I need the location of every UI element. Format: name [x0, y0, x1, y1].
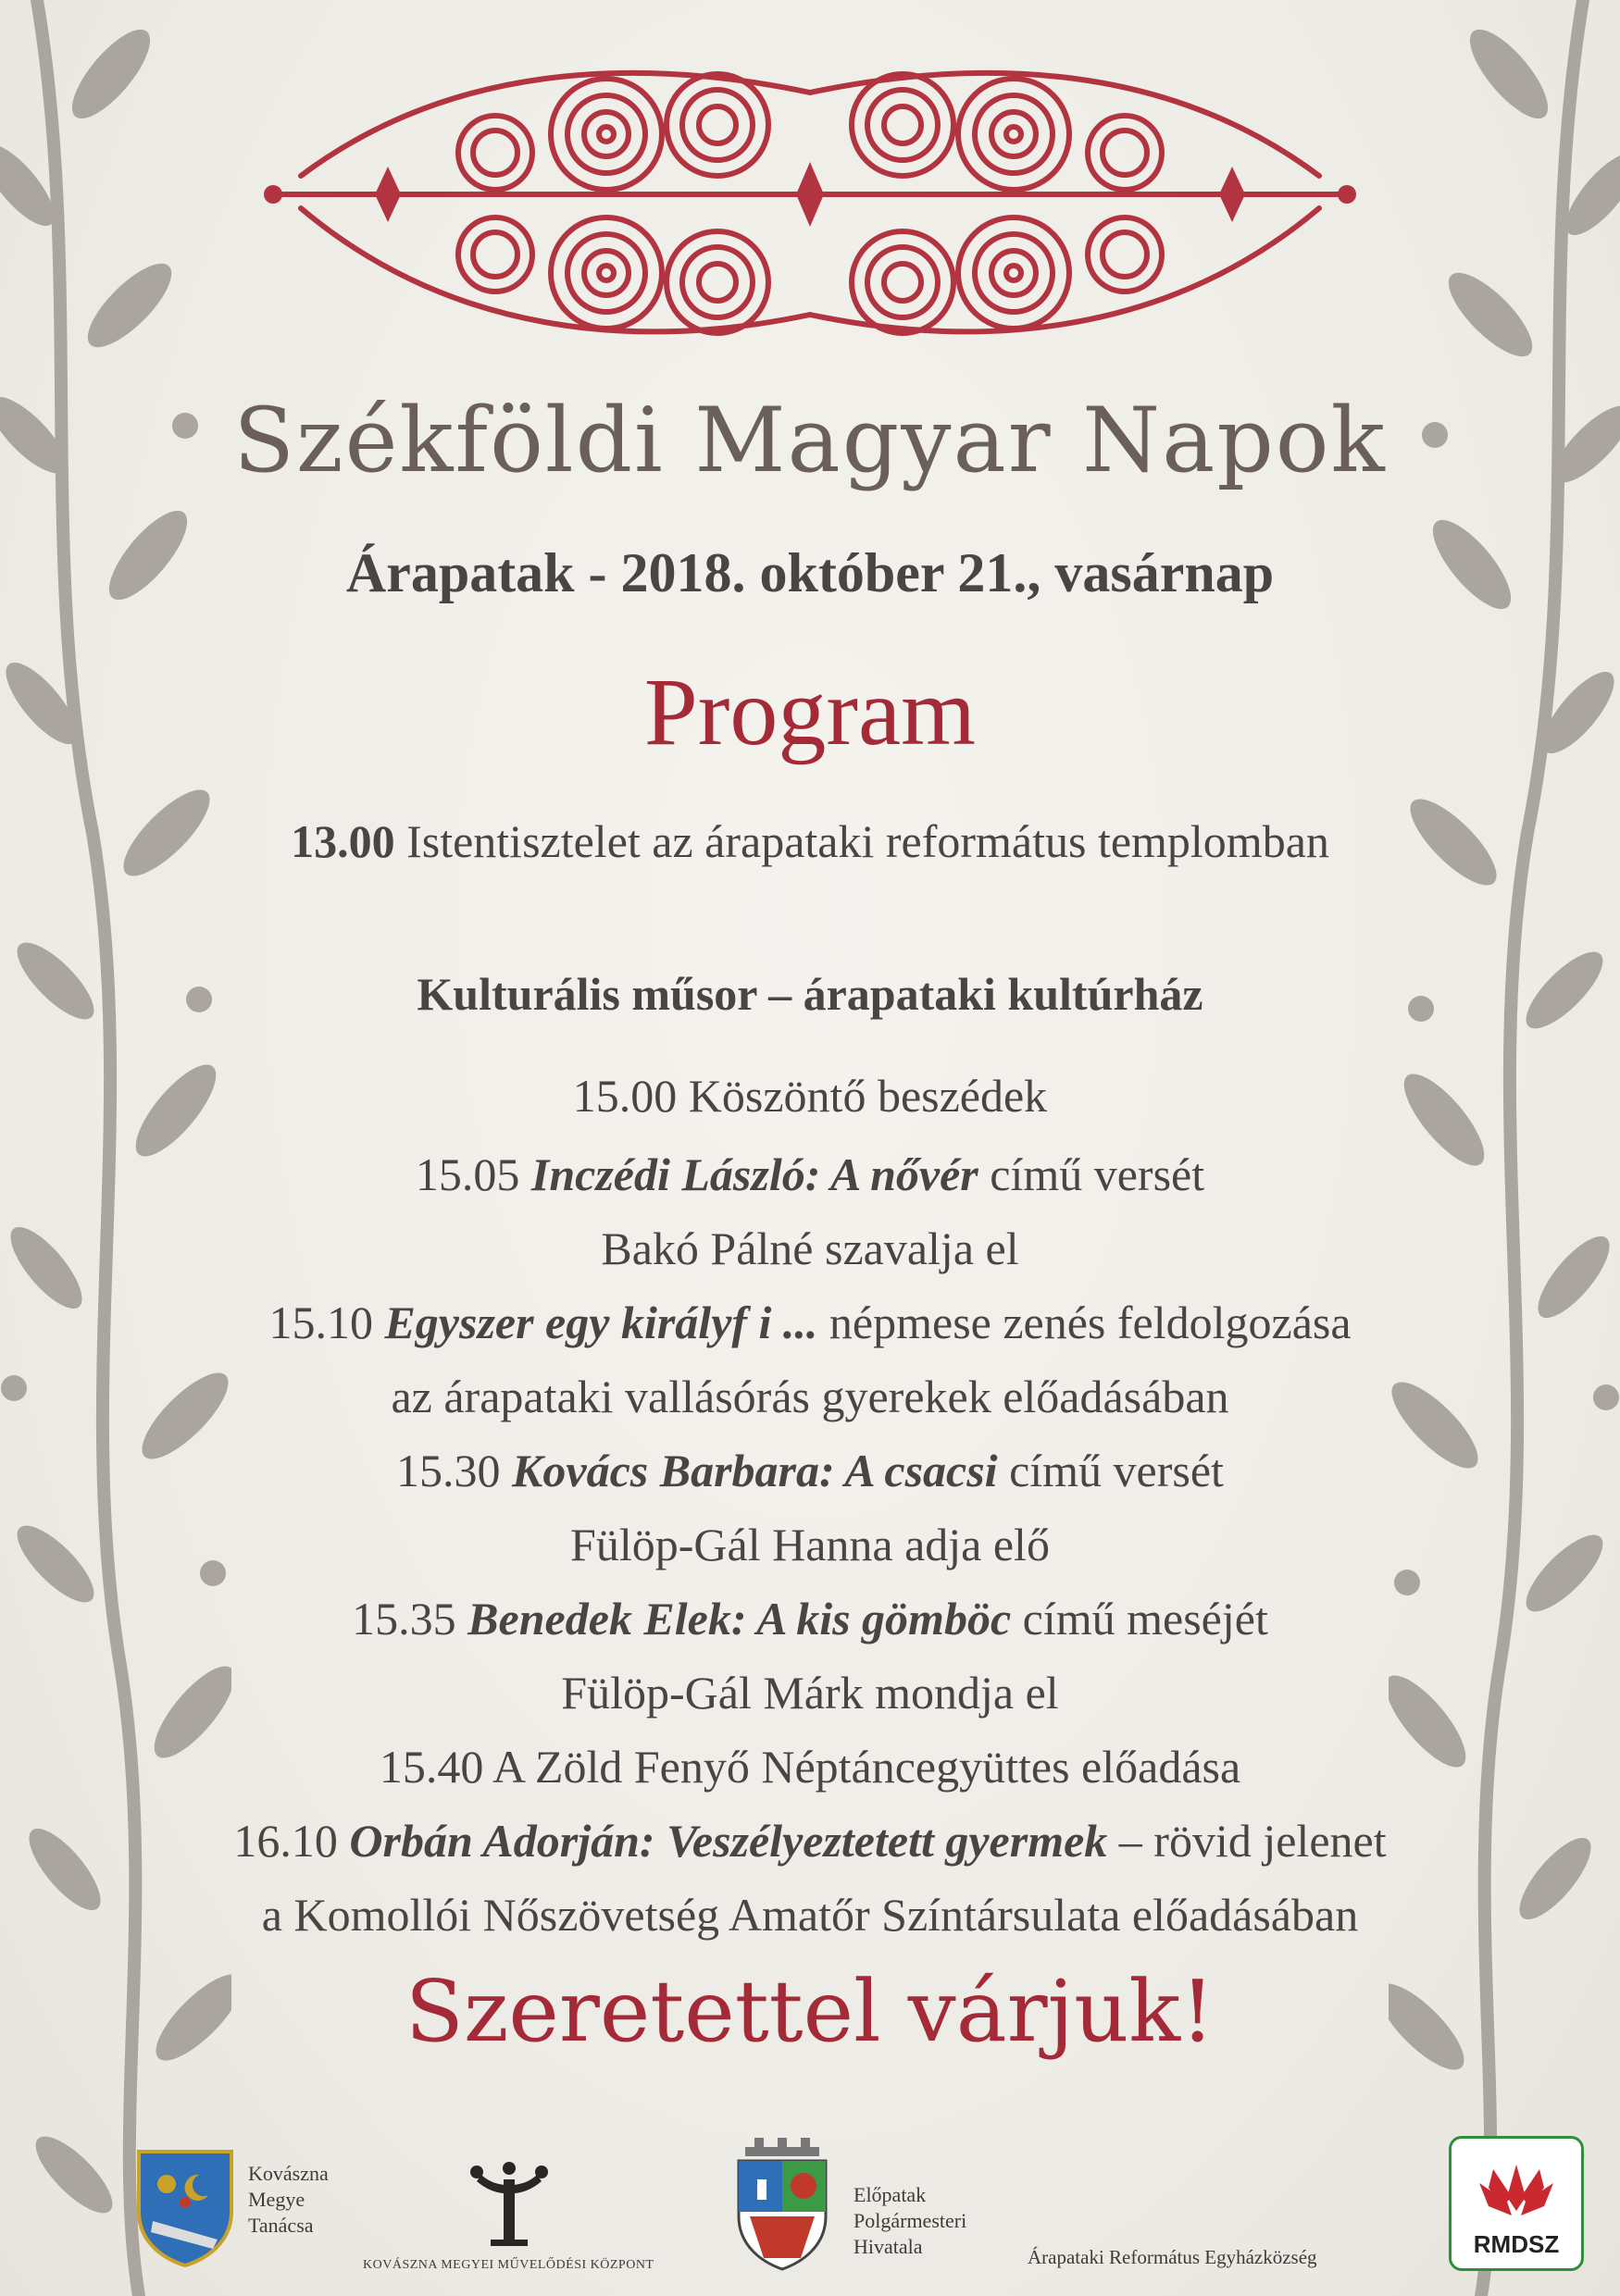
folk-ornament — [264, 37, 1356, 379]
schedule-time: 15.40 — [379, 1741, 484, 1793]
rmdsz-logo — [1449, 2136, 1584, 2271]
kovaszna-label-line: Tanácsa — [248, 2214, 314, 2237]
schedule-item — [0, 1370, 1620, 1423]
schedule-time: 15.05 — [415, 1148, 520, 1200]
elopatak-label-line: Előpatak — [854, 2183, 927, 2206]
schedule-work-title: Egyszer egy királyf i ... — [372, 1297, 818, 1348]
tulip-icon — [1452, 2146, 1581, 2239]
schedule-item — [0, 1666, 1620, 1719]
schedule-item — [0, 1740, 1620, 1793]
schedule-time: 15.35 — [352, 1593, 456, 1644]
elopatak-coat-of-arms-icon — [731, 2138, 833, 2272]
muvelodesi-kozpont-logo-icon — [463, 2161, 555, 2249]
schedule-work-title: Orbán Adorján: Veszélyeztetett gyermek — [337, 1815, 1108, 1867]
schedule-item — [0, 1814, 1620, 1868]
schedule-text: című meséjét — [1011, 1593, 1268, 1644]
event-title: Székföldi Magyar Napok — [233, 389, 1387, 492]
muvelodesi-label: KOVÁSZNA MEGYEI MŰVELŐDÉSI KÖZPONT — [363, 2258, 654, 2272]
schedule-text: Fülöp-Gál Márk mondja el — [561, 1667, 1059, 1719]
elopatak-label-line: Polgármesteri — [854, 2209, 967, 2232]
schedule-work-title: Kovács Barbara: A csacsi — [500, 1445, 998, 1496]
program-heading: Program — [643, 659, 977, 765]
reformatus-label: Árapataki Református Egyházközség — [1028, 2246, 1317, 2268]
event-subtitle: Árapatak - 2018. október 21., vasárnap — [345, 542, 1275, 603]
elopatak-label — [854, 2182, 966, 2260]
schedule-item — [0, 1592, 1620, 1645]
schedule-text: Fülöp-Gál Hanna adja elő — [570, 1519, 1050, 1570]
schedule-item — [0, 1444, 1620, 1497]
schedule-work-title: Inczédi László: A nővér — [519, 1148, 978, 1200]
schedule-item — [0, 1222, 1620, 1275]
elopatak-label-line: Hivatala — [854, 2235, 923, 2258]
schedule-work-title: Benedek Elek: A kis gömböc — [455, 1593, 1012, 1644]
schedule-text: népmese zenés feldolgozása — [817, 1297, 1352, 1348]
schedule-text: Bakó Pálné szavalja el — [601, 1222, 1019, 1274]
schedule-text: A Zöld Fenyő Néptáncegyüttes előadása — [483, 1741, 1241, 1793]
schedule-item — [0, 1888, 1620, 1942]
rmdsz-label: RMDSZ — [1473, 2230, 1560, 2258]
schedule-text: a Komollói Nőszövetség Amatőr Színtársulata előadásában — [261, 1889, 1359, 1941]
schedule-item — [0, 1069, 1620, 1123]
schedule-text: az árapataki vallásórás gyerekek előadásában — [391, 1371, 1229, 1422]
schedule-text: – rövid jelenet — [1107, 1815, 1387, 1867]
service-line — [0, 814, 1620, 868]
service-time: 13.00 — [291, 815, 395, 867]
kovaszna-label — [248, 2161, 329, 2239]
schedule-text: Köszöntő beszédek — [677, 1070, 1048, 1122]
closing-message: Szeretettel várjuk! — [405, 1962, 1215, 2061]
service-text: Istentisztelet az árapataki református templomban — [394, 815, 1329, 867]
kovaszna-label-line: Megye — [248, 2188, 305, 2211]
schedule-time: 15.10 — [268, 1297, 373, 1348]
schedule-text: című versét — [978, 1148, 1205, 1200]
schedule-time: 15.00 — [572, 1070, 678, 1122]
schedule-item — [0, 1296, 1620, 1349]
schedule-time: 15.30 — [396, 1445, 501, 1496]
culture-heading: Kulturális műsor – árapataki kultúrház — [417, 968, 1203, 1020]
schedule-item — [0, 1518, 1620, 1571]
schedule-time: 16.10 — [233, 1815, 338, 1867]
kovaszna-label-line: Kovászna — [248, 2162, 329, 2185]
schedule-text: című versét — [997, 1445, 1224, 1496]
kovaszna-coat-of-arms-icon — [134, 2147, 236, 2267]
schedule-item — [0, 1148, 1620, 1201]
